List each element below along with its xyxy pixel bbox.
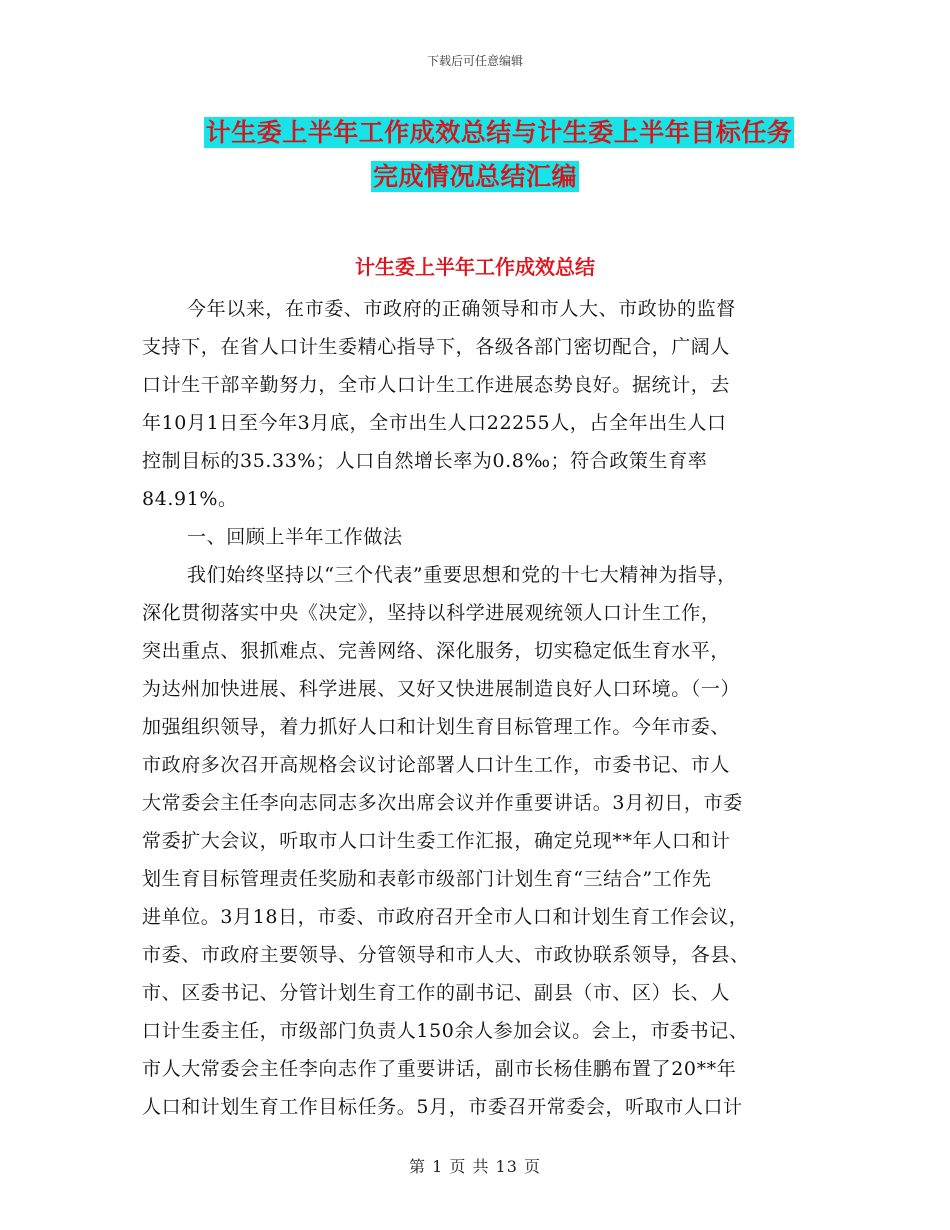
body-line: 市人大常委会主任李向志作了重要讲话，副市长杨佳鹏布置了20**年 bbox=[142, 1058, 737, 1080]
body-line: 大常委会主任李向志同志多次出席会议并作重要讲话。3月初日，市委 bbox=[142, 792, 743, 814]
section-title: 计生委上半年工作成效总结 bbox=[355, 255, 595, 279]
body-line: 突出重点、狠抓难点、完善网络、深化服务，切实稳定低生育水平， bbox=[142, 640, 731, 662]
body-line: 人口和计划生育工作目标任务。5月，市委召开常委会，听取市人口计 bbox=[142, 1096, 743, 1118]
body-line: 年10月1日至今年3月底，全市出生人口22255人，占全年出生人口 bbox=[142, 412, 727, 434]
body-line: 市政府多次召开高规格会议讨论部署人口计生工作，市委书记、市人 bbox=[142, 754, 731, 776]
body-line: 我们始终坚持以“三个代表”重要思想和党的十七大精神为指导， bbox=[187, 564, 737, 586]
body-line: 加强组织领导，着力抓好人口和计划生育目标管理工作。今年市委、 bbox=[142, 716, 731, 738]
body-line: 口计生委主任，市级部门负责人150余人参加会议。会上，市委书记、 bbox=[142, 1020, 749, 1042]
document-title-line-2 bbox=[0, 157, 950, 193]
body-line: 市委、市政府主要领导、分管领导和市人大、市政协联系领导，各县、 bbox=[142, 944, 750, 966]
body-line: 支持下，在省人口计生委精心指导下，各级各部门密切配合，广阔人 bbox=[142, 336, 731, 358]
document-title-text-1: 计生委上半年工作成效总结与计生委上半年目标任务 bbox=[205, 118, 793, 147]
header-note: 下载后可任意编辑 bbox=[426, 54, 523, 68]
body-line: 常委扩大会议，听取市人口计生委工作汇报，确定兑现**年人口和计 bbox=[142, 830, 731, 852]
page-footer: 第 1 页 共 13 页 bbox=[409, 1157, 541, 1176]
body-line: 市、区委书记、分管计划生育工作的副书记、副县（市、区）长、人 bbox=[142, 982, 731, 1004]
body-line: 84.91%。 bbox=[142, 488, 238, 510]
document-title-line-1 bbox=[24, 113, 950, 149]
body-line: 划生育目标管理责任奖励和表彰市级部门计划生育“三结合”工作先 bbox=[142, 868, 712, 890]
subsection-heading: 一、回顾上半年工作做法 bbox=[187, 526, 403, 548]
body-line: 进单位。3月18日，市委、市政府召开全市人口和计划生育工作会议， bbox=[142, 906, 749, 928]
body-line: 口计生干部辛勤努力，全市人口计生工作进展态势良好。据统计，去 bbox=[142, 374, 731, 396]
body-line: 深化贯彻落实中央《决定》，坚持以科学进展观统领人口计生工作， bbox=[142, 602, 721, 624]
document-title-text-2: 完成情况总结汇编 bbox=[372, 162, 577, 191]
body-line: 控制目标的35.33%；人口自然增长率为0.8‰；符合政策生育率 bbox=[142, 450, 708, 472]
body-line: 为达州加快进展、科学进展、又好又快进展制造良好人口环境。（一） bbox=[142, 678, 741, 700]
body-line: 今年以来，在市委、市政府的正确领导和市人大、市政协的监督 bbox=[187, 298, 736, 320]
